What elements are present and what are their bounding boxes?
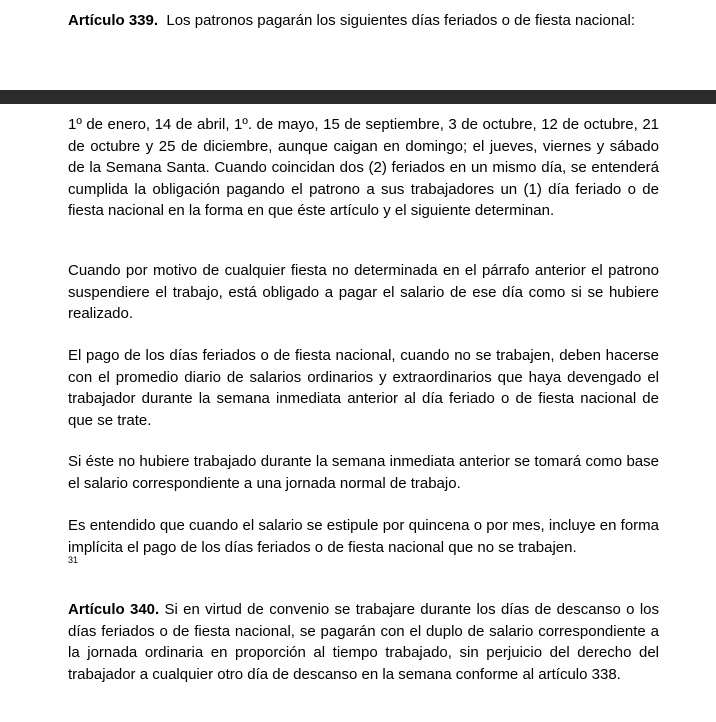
article-340-heading: Artículo 340. [68,601,160,618]
article-339-heading: Artículo 339. [68,12,159,29]
article-340 [68,599,659,685]
footnote-number: 31 [68,555,79,565]
paragraph-holidays-list: 1º de enero, 14 de abril, 1º. de mayo, 15 de septiembre, 3 de octubre, 12 de octubre, 21 de octubre y 25 de diciembre, aunque caigan en domingo; el jueves, viernes y sábado de la Semana Santa. Cuando coincidan dos (2) feriados en un mismo día, se entenderá cumplida la obligación pagando el patrono a sus trabajadores un (1) día feriado o de fiesta nacional en la forma en que éste artículo y el siguiente determinan. [68,116,659,219]
article-339-intro: Los patronos pagarán los siguientes días feriados o de fiesta nacional: [166,12,636,29]
paragraph-fortnightly-salary: Es entendido que cuando el salario se estipule por quincena o por mes, incluye en forma implícita el pago de los días feriados o de fiesta nacional que no se trabajen. [68,517,659,556]
article-340-body: Si en virtud de convenio se trabajare durante los días de descanso o los días feriados o de fiesta nacional, se pagarán con el duplo de salario correspondiente a la jornada ordinaria en proporción al tiempo trabajado, sin perjuicio del derecho del trabajador a cualquier otro día de descanso en la semana conforme al artículo 338. [68,601,659,683]
page-divider [0,90,716,104]
paragraph-holiday-pay-calculation: El pago de los días feriados o de fiesta nacional, cuando no se trabajen, deben hacerse con el promedio diario de salarios ordinarios y extraordinarios que haya devengado el trabajador durante la semana inmediata anterior al día feriado o de fiesta nacional de que se trate. [68,347,659,429]
paragraph-unscheduled-holiday: Cuando por motivo de cualquier fiesta no determinada en el párrafo anterior el patrono suspendiere el trabajo, está obligado a pagar el salario de ese día como si se hubiere realizado. [68,262,659,322]
paragraph-base-salary: Si éste no hubiere trabajado durante la semana inmediata anterior se tomará como base el salario correspondiente a una jornada normal de trabajo. [68,453,659,492]
article-339-header [68,10,659,32]
